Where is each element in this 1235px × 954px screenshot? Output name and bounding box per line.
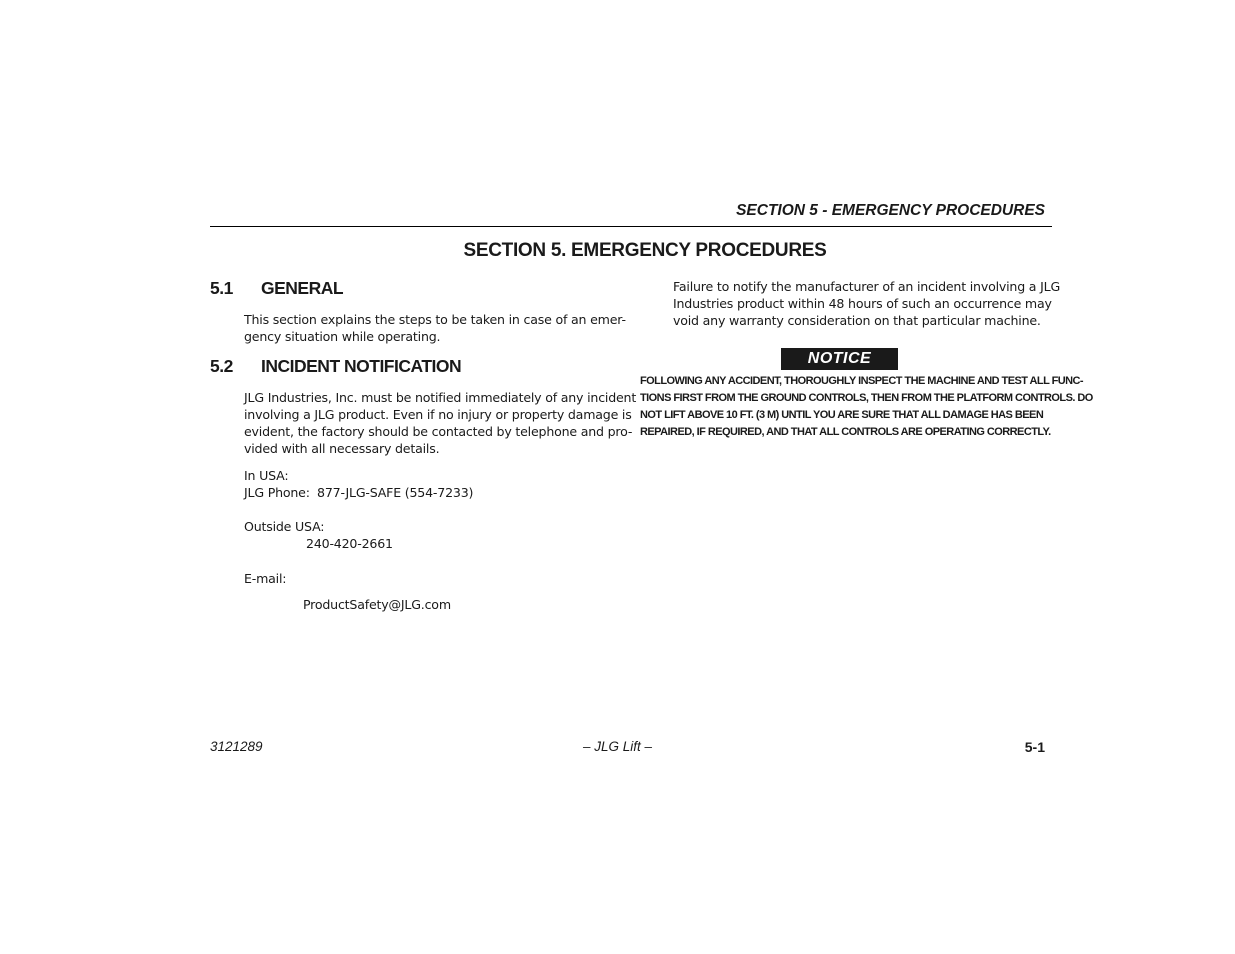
section-title: GENERAL: [261, 278, 344, 298]
header-rule: [210, 226, 1052, 227]
paragraph-line: gency situation while operating.: [244, 329, 441, 344]
page-title: SECTION 5. EMERGENCY PROCEDURES: [463, 240, 827, 261]
email-address: ProductSafety@JLG.com: [303, 597, 451, 612]
footer-product-name: – JLG Lift –: [582, 739, 653, 754]
paragraph-line: evident, the factory should be contacted by telephone and pro-: [244, 424, 633, 439]
paragraph-line: Industries product within 48 hours of such an occurrence may: [673, 296, 1052, 311]
paragraph-line: vided with all necessary details.: [244, 441, 440, 456]
page-number: 5-1: [1024, 739, 1045, 755]
paragraph-line: This section explains the steps to be taken in case of an emer-: [244, 312, 626, 327]
document-number: 3121289: [210, 739, 263, 754]
notice-label: NOTICE: [807, 350, 872, 367]
notice-line: FOLLOWING ANY ACCIDENT, THOROUGHLY INSPECT THE MACHINE AND TEST ALL FUNC-: [640, 375, 1084, 387]
section-number: 5.2: [210, 356, 233, 376]
in-usa-label: In USA:: [244, 468, 289, 483]
notice-line: NOT LIFT ABOVE 10 FT. (3 M) UNTIL YOU ARE SURE THAT ALL DAMAGE HAS BEEN: [640, 409, 1044, 421]
running-header: SECTION 5 - EMERGENCY PROCEDURES: [736, 202, 1045, 219]
section-title: INCIDENT NOTIFICATION: [261, 356, 462, 376]
paragraph-line: involving a JLG product. Even if no injury or property damage is: [244, 407, 632, 422]
email-label: E-mail:: [244, 571, 287, 586]
outside-usa-label: Outside USA:: [244, 519, 325, 534]
paragraph-line: JLG Industries, Inc. must be notified immediately of any incident: [244, 390, 637, 405]
section-heading-general: [210, 278, 343, 299]
notice-line: REPAIRED, IF REQUIRED, AND THAT ALL CONTROLS ARE OPERATING CORRECTLY.: [640, 426, 1051, 438]
notice-line: TIONS FIRST FROM THE GROUND CONTROLS, THEN FROM THE PLATFORM CONTROLS. DO: [640, 392, 1093, 404]
phone-number: 877-JLG-SAFE (554-7233): [317, 485, 474, 500]
phone-label: JLG Phone:: [244, 485, 310, 500]
section-heading-incident-notification: [210, 356, 461, 377]
section-number: 5.1: [210, 278, 233, 298]
notice-badge: [781, 348, 898, 370]
paragraph-line: void any warranty consideration on that particular machine.: [673, 313, 1041, 328]
outside-usa-phone: 240-420-2661: [306, 536, 393, 551]
paragraph-line: Failure to notify the manufacturer of an incident involving a JLG: [673, 279, 1061, 294]
notice-text: [640, 373, 1093, 441]
